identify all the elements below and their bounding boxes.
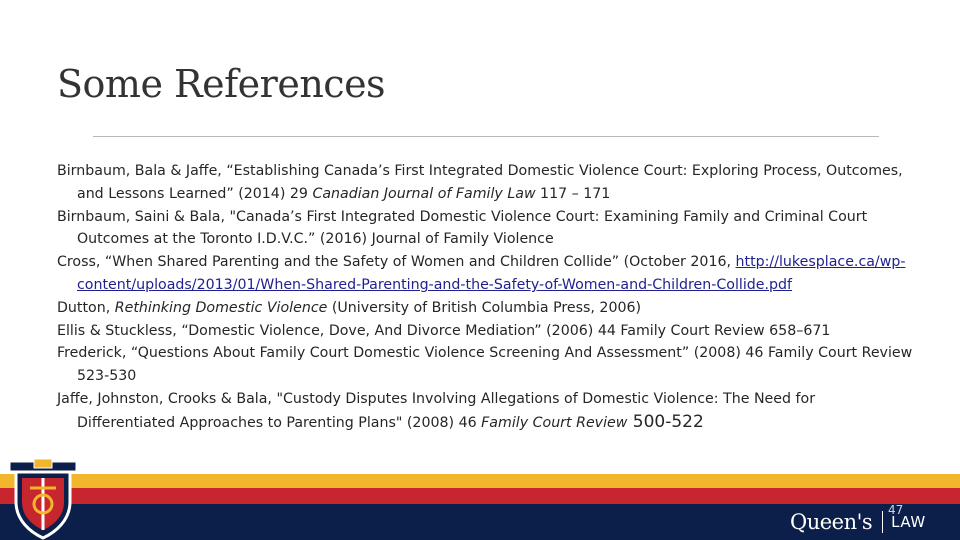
reference-link[interactable]: http://lukesplace.ca/wp-content/uploads/2013/01/When-Shared-Parenting-and-the-Safety-of-Women-and-Children-Collide.pdf xyxy=(77,254,906,293)
reference-text: Birnbaum, Bala & Jaffe, “Establishing Canada’s First Integrated Domestic Violence Court: Exploring Process, Outcomes, and Lessons Learned” (2014) 29 xyxy=(57,163,903,202)
reference-item xyxy=(57,342,917,388)
reference-item xyxy=(57,320,917,343)
logo-divider xyxy=(882,511,883,533)
reference-text: Birnbaum, Saini & Bala, "Canada’s First Integrated Domestic Violence Court: Examining Family and Criminal Court Outcomes at the Toronto I.D.V.C.” (2016) Journal of Family Violence xyxy=(57,208,868,248)
reference-journal: Family Court Review xyxy=(481,414,628,431)
reference-text: Ellis & Stuckless, “Domestic Violence, Dove, And Divorce Mediation” (2006) 44 Family Court Review 658–671 xyxy=(57,322,831,339)
footer-yellow-stripe xyxy=(0,474,960,488)
reference-text: Dutton, xyxy=(57,299,115,316)
footer-red-stripe xyxy=(0,488,960,504)
reference-pages: 117 – 171 xyxy=(535,185,611,202)
queens-crest-icon xyxy=(8,458,78,540)
reference-item xyxy=(57,160,917,206)
reference-book-title: Rethinking Domestic Violence xyxy=(114,299,328,316)
reference-item xyxy=(57,206,917,252)
reference-text: Jaffe, Johnston, Crooks & Bala, "Custody Disputes Involving Allegations of Domestic Violence: The Need for Differentiated Approaches to Parenting Plans" (2008) 46 xyxy=(57,390,816,431)
reference-pages: 500-522 xyxy=(627,411,704,432)
reference-item xyxy=(57,297,917,320)
logo-faculty: LAW xyxy=(891,513,926,531)
reference-item xyxy=(57,388,917,435)
reference-publisher: (University of British Columbia Press, 2006) xyxy=(327,299,642,316)
reference-item xyxy=(57,251,917,297)
queens-law-logo xyxy=(790,508,926,536)
page-number: 47 xyxy=(888,503,904,517)
reference-text: Frederick, “Questions About Family Court Domestic Violence Screening And Assessment” (2008) 46 Family Court Review 523-530 xyxy=(57,345,913,385)
reference-list xyxy=(57,160,917,435)
slide-title: Some References xyxy=(57,62,386,106)
title-divider xyxy=(93,136,879,137)
reference-text: Cross, “When Shared Parenting and the Safety of Women and Children Collide” (October 2016, xyxy=(57,254,736,271)
reference-journal: Canadian Journal of Family Law xyxy=(312,185,536,202)
logo-wordmark: Queen's xyxy=(790,510,873,534)
